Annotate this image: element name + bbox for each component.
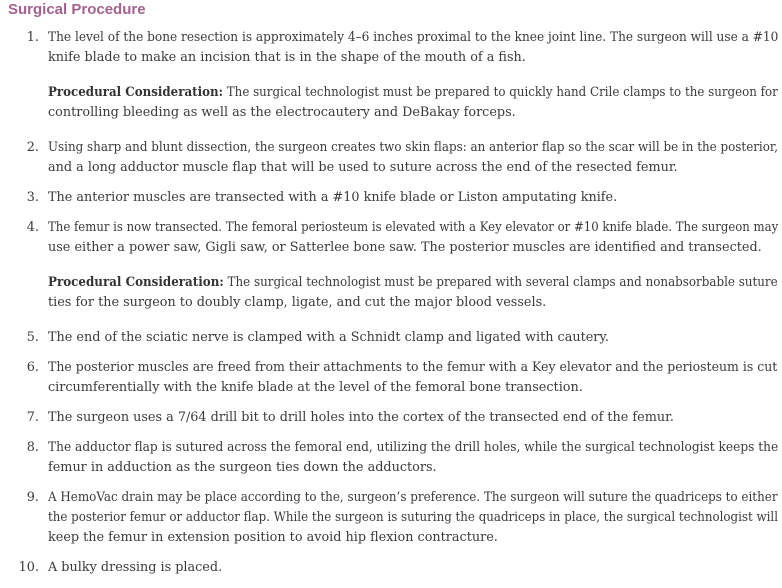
procedure-step <box>0 28 782 128</box>
consideration-label: Procedural Consideration: <box>48 275 224 290</box>
procedure-step <box>0 408 782 428</box>
consideration-text-line: ties for the surgeon to doubly clamp, ligate, and cut the major blood vessels. <box>48 295 547 310</box>
step-text-line: The posterior muscles are freed from their attachments to the femur with a Key elevator and the periosteum is cut <box>48 360 778 375</box>
step-text-line: Using sharp and blunt dissection, the surgeon creates two skin flaps: an anterior flap so the scar will be in the posterior, <box>48 140 779 155</box>
procedural-consideration <box>48 273 778 318</box>
step-text-line: The femur is now transected. The femoral periosteum is elevated with a Key elevator or #10 knife blade. The surgeon may <box>48 220 779 235</box>
section-heading: Surgical Procedure <box>8 1 146 18</box>
step-number: 1. <box>26 30 39 45</box>
procedure-step <box>0 488 782 548</box>
step-text-line: The anterior muscles are transected with a #10 knife blade or Liston amputating knife. <box>48 190 618 205</box>
procedure-step <box>0 188 782 208</box>
procedure-step <box>0 558 782 578</box>
step-text-line: and a long adductor muscle flap that will be used to suture across the end of the resected femur. <box>48 160 678 175</box>
step-number: 8. <box>26 440 39 455</box>
step-number: 3. <box>26 190 39 205</box>
step-text-line: The end of the sciatic nerve is clamped with a Schnidt clamp and ligated with cautery. <box>48 330 610 345</box>
step-text-line: knife blade to make an incision that is in the shape of the mouth of a fish. <box>48 50 526 65</box>
step-text-line: the posterior femur or adductor flap. While the surgeon is suturing the quadriceps in place, the surgical technologist will <box>48 510 779 525</box>
procedure-step <box>0 328 782 348</box>
step-text-line: keep the femur in extension position to avoid hip flexion contracture. <box>48 530 498 545</box>
step-number: 10. <box>18 560 39 575</box>
procedure-steps-list <box>0 28 782 588</box>
step-text-line: The adductor flap is sutured across the femoral end, utilizing the drill holes, while the surgical technologist keeps the <box>48 440 779 455</box>
step-number: 2. <box>26 140 39 155</box>
procedure-step <box>0 218 782 318</box>
consideration-label: Procedural Consideration: <box>48 85 224 100</box>
step-text-line: A bulky dressing is placed. <box>48 560 223 575</box>
step-text-line: use either a power saw, Gigli saw, or Satterlee bone saw. The posterior muscles are identified and transected. <box>48 240 762 255</box>
consideration-line <box>48 83 778 103</box>
consideration-text-line: controlling bleeding as well as the electrocautery and DeBakay forceps. <box>48 105 516 120</box>
procedure-step <box>0 438 782 478</box>
consideration-line <box>48 273 778 293</box>
step-number: 5. <box>26 330 39 345</box>
consideration-text: The surgical technologist must be prepared to quickly hand Crile clamps to the surgeon for <box>223 85 778 100</box>
step-number: 7. <box>26 410 39 425</box>
step-number: 9. <box>26 490 39 505</box>
step-text-line: A HemoVac drain may be place according to the, surgeon’s preference. The surgeon will suture the quadriceps to either <box>48 490 778 505</box>
consideration-text: The surgical technologist must be prepared with several clamps and nonabsorbable suture <box>223 275 778 290</box>
step-text-line: femur in adduction as the surgeon ties down the adductors. <box>48 460 437 475</box>
procedure-step <box>0 138 782 178</box>
step-text-line: circumferentially with the knife blade at the level of the femoral bone transection. <box>48 380 583 395</box>
step-text-line: The level of the bone resection is approximately 4–6 inches proximal to the knee joint line. The surgeon will use a #10 <box>48 30 779 45</box>
step-text-line: The surgeon uses a 7/64 drill bit to drill holes into the cortex of the transected end of the femur. <box>48 410 674 425</box>
procedure-step <box>0 358 782 398</box>
procedural-consideration <box>48 83 778 128</box>
step-number: 4. <box>26 220 39 235</box>
step-number: 6. <box>26 360 39 375</box>
